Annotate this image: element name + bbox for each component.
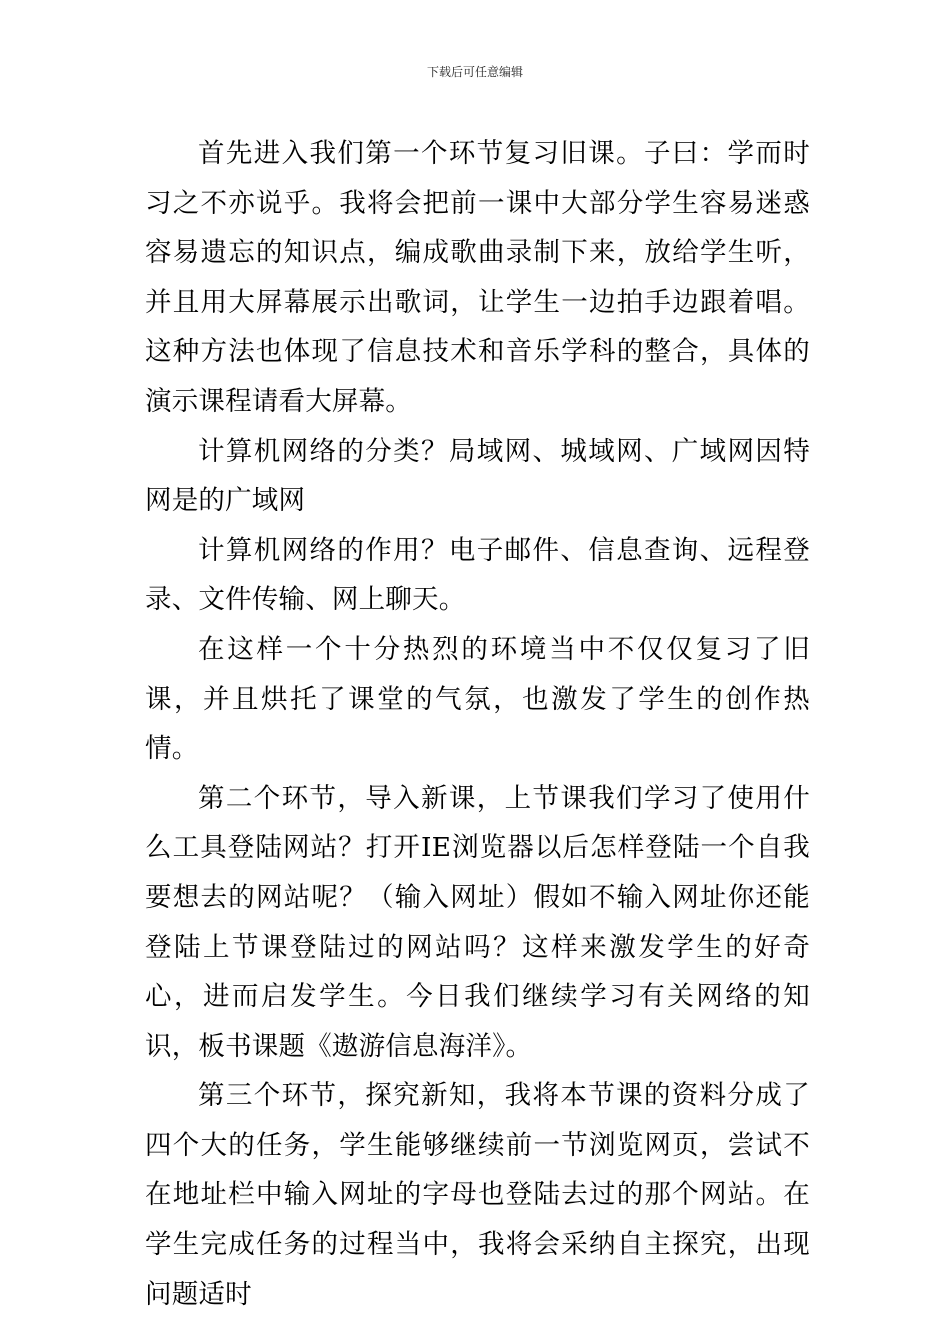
paragraph-network-functions: 计算机网络的作用？电子邮件、信息查询、远程登录、文件传输、网上聊天。	[145, 534, 810, 616]
paragraph-explore-new-knowledge: 第三个环节，探究新知，我将本节课的资料分成了四个大的任务，学生能够继续前一节浏览网页，尝试不在地址栏中输入网址的字母也登陆去过的那个网站。在学生完成任务的过程当中，我将会采纳自主探究，出现问题适时	[145, 1080, 810, 1310]
page-header: 下载后可任意编辑	[426, 65, 523, 79]
paragraph-atmosphere: 在这样一个十分热烈的环境当中不仅仅复习了旧课，并且烘托了课堂的气氛，也激发了学生的创作热情。	[145, 633, 810, 765]
document-body	[145, 129, 810, 1319]
paragraph-introduce-new-lesson: 第二个环节，导入新课，上节课我们学习了使用什么工具登陆网站？打开IE浏览器以后怎样登陆一个自我要想去的网站呢？（输入网址）假如不输入网址你还能登陆上节课登陆过的网站吗？这样来激发学生的好奇心，进而启发学生。今日我们继续学习有关网络的知识，板书课题《遨游信息海洋》。	[145, 782, 810, 1062]
paragraph-network-classification: 计算机网络的分类？局域网、城域网、广域网因特网是的广域网	[145, 435, 810, 517]
paragraph-review-old-lesson: 首先进入我们第一个环节复习旧课。子曰：学而时习之不亦说乎。我将会把前一课中大部分学生容易迷惑容易遗忘的知识点，编成歌曲录制下来，放给学生听，并且用大屏幕展示出歌词，让学生一边拍手边跟着唱。这种方法也体现了信息技术和音乐学科的整合，具体的演示课程请看大屏幕。	[145, 138, 810, 417]
